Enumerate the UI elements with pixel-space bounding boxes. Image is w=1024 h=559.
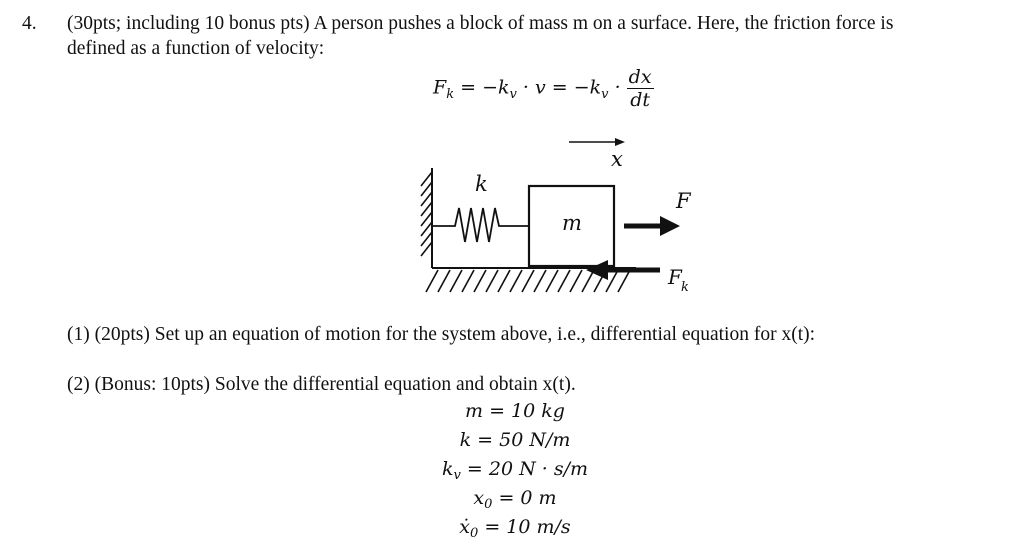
- eq-kv-sub2: v: [601, 86, 609, 102]
- friction-label-sub: k: [681, 280, 689, 295]
- eq-middle2: · v = −k: [516, 76, 602, 99]
- x-label: x: [611, 147, 623, 171]
- part2-text: (2) (Bonus: 10pts) Solve the differential equation and obtain x(t).: [67, 374, 576, 395]
- eq-lhs-sub: k: [446, 86, 455, 102]
- problem-number: 4.: [22, 13, 37, 34]
- eq-middle: = −k: [454, 76, 510, 99]
- problem-statement-line2: defined as a function of velocity:: [67, 38, 325, 59]
- force-arrow-head: [660, 216, 680, 236]
- x-arrow-head: [615, 138, 625, 146]
- given-values: [420, 398, 610, 543]
- eq-kv-sub: v: [509, 86, 517, 102]
- part1-text: (1) (20pts) Set up an equation of motion for the system above, i.e., differential equation for x(t):: [67, 324, 816, 345]
- spring: [432, 208, 529, 242]
- problem-statement-line1: (30pts; including 10 bonus pts) A person pushes a block of mass m on a surface. Here, the friction force is: [67, 13, 894, 34]
- given-spring-constant: k = 50 N/m: [459, 429, 571, 451]
- wall-hatch: [421, 172, 432, 256]
- given-mass: m = 10 kg: [465, 400, 565, 422]
- spring-constant-label: k: [475, 172, 488, 196]
- eq-dot: ·: [608, 76, 621, 99]
- eq-denominator: dt: [630, 89, 651, 111]
- given-initial-position: $x_0 = 0$ m: [473, 487, 557, 512]
- given-damping: $k_v = 20$ N · s/m: [441, 458, 588, 483]
- eq-lhs: F: [433, 76, 447, 99]
- friction-label: F: [668, 265, 682, 289]
- force-label: F: [676, 189, 691, 213]
- eq-numerator: dx: [628, 66, 652, 88]
- mass-label: m: [562, 211, 582, 235]
- given-initial-velocity: ẋ$_0$ = 10 m/s: [459, 516, 571, 541]
